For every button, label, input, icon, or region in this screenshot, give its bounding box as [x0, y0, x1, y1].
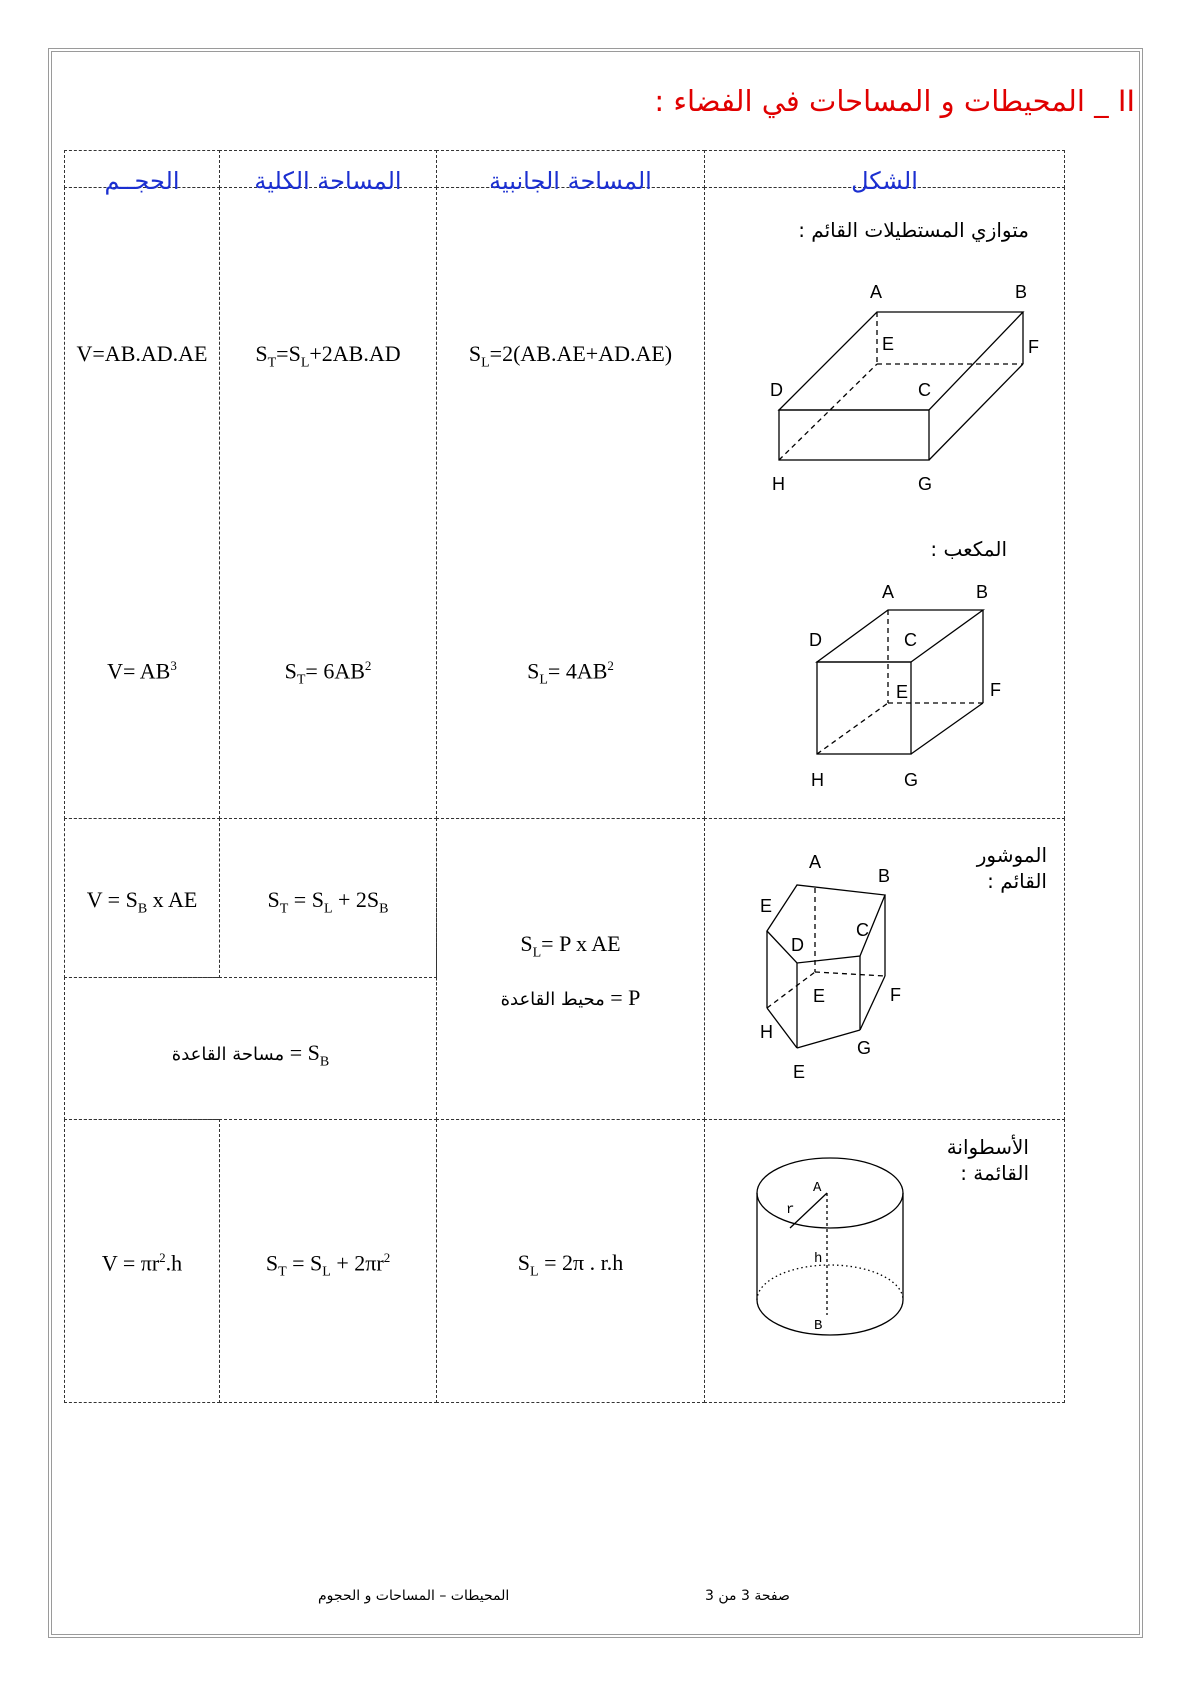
prism-vertex-E-top: E — [760, 896, 773, 916]
section-title: II _ المحيطات و المساحات في الفضاء : — [654, 84, 1135, 118]
cylinder-label-r: r — [786, 1202, 795, 1218]
prism-vertex-E-bottom: E — [793, 1062, 806, 1082]
cuboid-vertex-F: F — [1028, 337, 1039, 357]
cylinder-label-h: h — [814, 1251, 823, 1267]
cylinder-figure — [750, 1150, 920, 1380]
prism-vertex-A: A — [809, 852, 822, 872]
cuboid-figure — [760, 280, 1060, 500]
cube-volume: $V= AB^3$ — [107, 658, 177, 684]
cuboid-vertex-G: G — [918, 474, 933, 494]
cylinder-label-B: B — [814, 1318, 823, 1334]
base-area-definition: مساحة القاعدة = $S_B$ — [171, 1040, 330, 1070]
cube-vertex-E: E — [896, 682, 909, 702]
perimeter-definition: محيط القاعدة = P — [500, 985, 641, 1010]
prism-lateral-area: $S_L= P$ x AE — [520, 931, 621, 961]
cube-vertex-A: A — [882, 582, 895, 602]
cuboid-vertex-H: H — [772, 474, 785, 494]
cell-total-1 — [219, 187, 437, 819]
cuboid-vertex-B: B — [1015, 282, 1028, 302]
prism-volume: $V = S_B$ x AE — [86, 887, 198, 917]
cuboid-vertex-A: A — [870, 282, 883, 302]
prism-vertex-C: C — [856, 920, 869, 940]
prism-name: الموشور القائم : — [976, 843, 1047, 893]
cylinder-label-A: A — [813, 1180, 822, 1196]
header-lateral-area: المساحة الجانبية — [489, 167, 652, 195]
cube-vertex-F: F — [990, 680, 1001, 700]
prism-figure — [752, 848, 912, 1088]
footer-page-number: صفحة 3 من 3 — [705, 1588, 790, 1604]
prism-vertex-H: H — [760, 1022, 773, 1042]
cuboid-name: متوازي المستطيلات القائم : — [798, 218, 1029, 242]
cylinder-volume: $V = \pi r^2.h$ — [101, 1250, 183, 1276]
cuboid-lateral-area: $S_L=2(AB.AE+AD.AE)$ — [468, 341, 673, 371]
cuboid-vertex-E: E — [882, 334, 895, 354]
prism-total-area: $S_T = S_L + 2S_B$ — [267, 887, 389, 917]
cuboid-volume: V=AB.AD.AE — [76, 341, 208, 366]
header-shape: الشكل — [851, 167, 918, 195]
cube-figure — [800, 580, 1040, 800]
footer-chapter: المحيطات – المساحات و الحجوم — [318, 1588, 510, 1604]
prism-vertex-B: B — [878, 866, 891, 886]
cube-total-area: $S_T= 6AB^2$ — [284, 658, 372, 688]
cylinder-lateral-area: $S_L = 2\pi$ . r.h — [517, 1250, 624, 1280]
cell-volume-1 — [64, 187, 220, 819]
prism-vertex-F: F — [890, 985, 901, 1005]
cube-vertex-H: H — [811, 770, 824, 790]
prism-vertex-D: D — [791, 935, 804, 955]
cell-lateral-2 — [436, 818, 705, 1120]
header-volume: الحجــم — [104, 167, 180, 195]
cube-vertex-D: D — [809, 630, 822, 650]
cuboid-total-area: $S_T=S_L+2AB.AD$ — [255, 341, 401, 371]
prism-vertex-E-mid: E — [813, 986, 826, 1006]
cube-vertex-G: G — [904, 770, 919, 790]
cube-lateral-area: $S_L= 4AB^2$ — [527, 658, 614, 688]
cell-lateral-1 — [436, 187, 705, 819]
cylinder-name: الأسطوانة القائمة : — [946, 1135, 1029, 1185]
cube-vertex-B: B — [976, 582, 989, 602]
prism-vertex-G: G — [857, 1038, 872, 1058]
cylinder-total-area: $S_T = S_L + 2\pi r^2$ — [265, 1250, 391, 1280]
header-total-area: المساحة الكلية — [254, 167, 402, 195]
cube-name: المكعب : — [930, 537, 1007, 561]
cuboid-vertex-D: D — [770, 380, 783, 400]
cuboid-vertex-C: C — [918, 380, 931, 400]
cube-vertex-C: C — [904, 630, 917, 650]
